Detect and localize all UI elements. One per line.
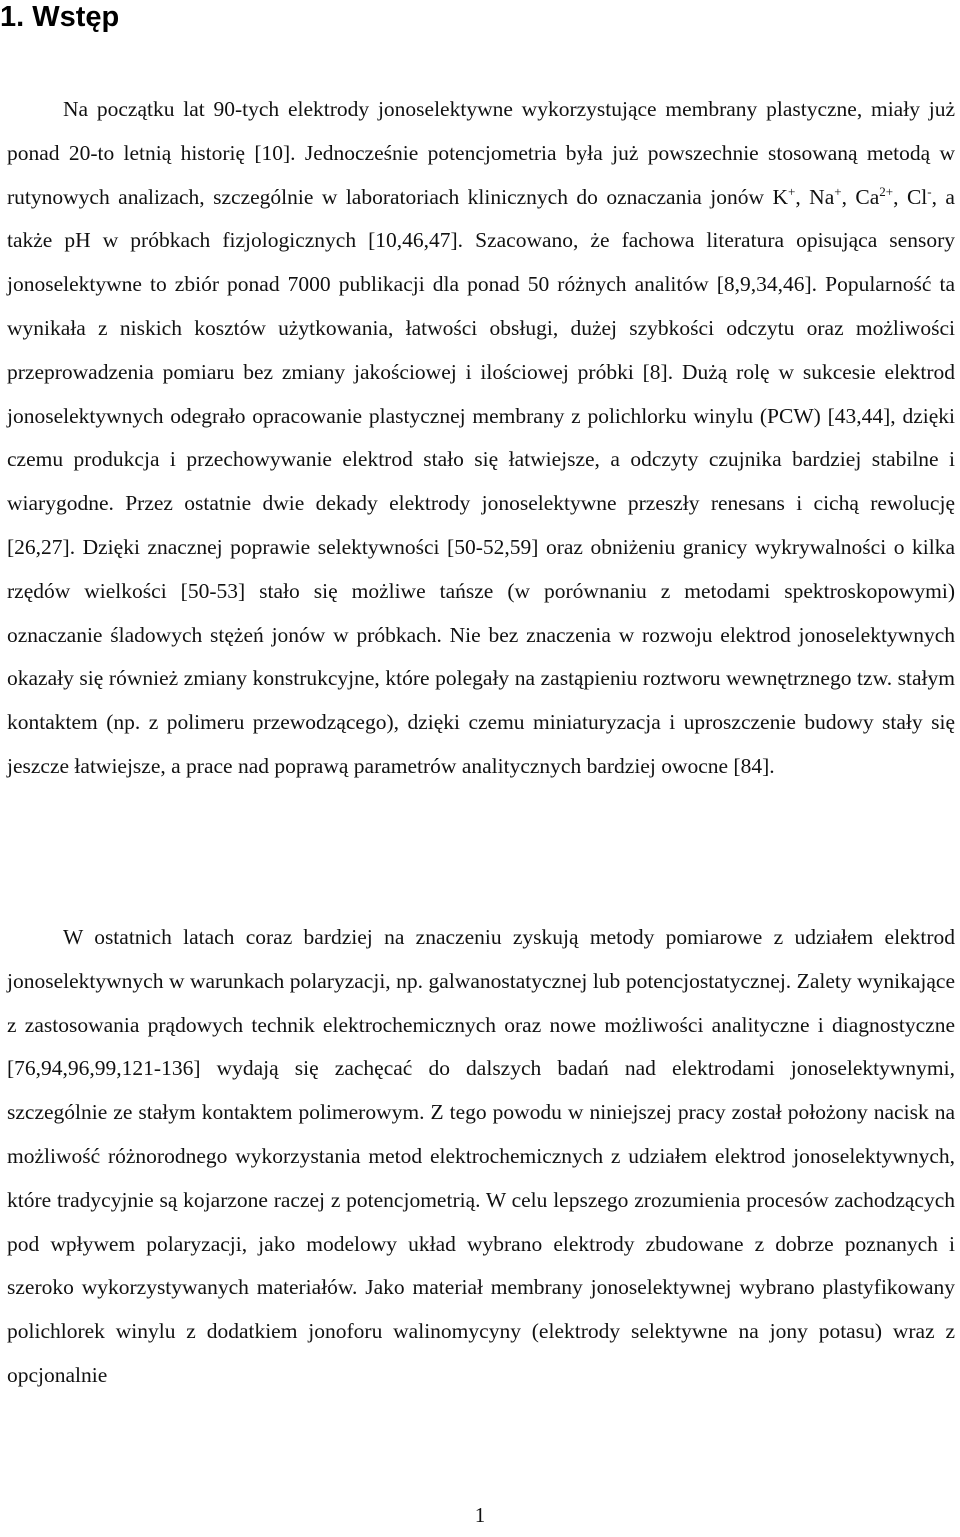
paragraph-1-text-b: , Na	[795, 184, 835, 209]
superscript-cl-charge: -	[927, 183, 932, 199]
superscript-na-charge: +	[834, 183, 842, 199]
section-heading: 1. Wstęp	[0, 1, 120, 33]
superscript-ca-charge: 2+	[879, 183, 894, 199]
paragraph-2: W ostatnich latach coraz bardziej na znaczeniu zyskują metody pomiarowe z udziałem elektrod jonoselektywnych w warunkach polaryzacji, np. galwanostatycznej lub potencjostatycznej. Zalety wynikające z zastosowania prądowych technik elektrochemicznych oraz nowe możliwości analityczne i diagnostyczne [76,94,96,99,121-136] wydają się zachęcać do dalszych badań nad elektrodami jonoselektywnymi, szczególnie ze stałym kontaktem polimerowym. Z tego powodu w niniejszej pracy został położony nacisk na możliwość różnorodnego wykorzystania metod elektrochemicznych z udziałem elektrod jonoselektywnych, które tradycyjnie są kojarzone raczej z potencjometrią. W celu lepszego zrozumienia procesów zachodzących pod wpływem polaryzacji, jako modelowy układ wybrano elektrody zbudowane z dobrze poznanych i szeroko wykorzystywanych materiałów. Jako materiał membrany jonoselektywnej wybrano plastyfikowany polichlorek winylu z dodatkiem jonoforu walinomycyny (elektrody selektywne na jony potasu) wraz z opcjonalnie	[7, 925, 955, 1387]
superscript-k-charge: +	[788, 183, 796, 199]
page-number: 1	[474, 1503, 486, 1527]
paragraph-1-text-d: , Cl	[893, 184, 928, 209]
paragraph-1-text-a: Na początku lat 90-tych elektrody jonoselektywne wykorzystujące membrany plastyczne, miały już ponad 20-to letnią historię [10]. Jednocześnie potencjometria była już powszechnie stosowaną metodą w rutynowych analizach, szczególnie w laboratoriach klinicznych do oznaczania jonów K	[7, 97, 955, 209]
paragraph-1	[7, 88, 955, 789]
paragraph-1-text-e: , a także pH w próbkach fizjologicznych [10,46,47]. Szacowano, że fachowa literatura opisująca sensory jonoselektywne to zbiór ponad 7000 publikacji dla ponad 50 różnych analitów [8,9,34,46]. Popularność ta wynikała z niskich kosztów użytkowania, łatwości obsługi, dużej szybkości odczytu oraz możliwości przeprowadzenia pomiaru bez zmiany jakościowej i ilościowej próbki [8]. Dużą rolę w sukcesie elektrod jonoselektywnych odegrało opracowanie plastycznej membrany z polichlorku winylu (PCW) [43,44], dzięki czemu produkcja i przechowywanie elektrod stało się łatwiejsze, a odczyty czujnika bardziej stabilne i wiarygodne. Przez ostatnie dwie dekady elektrody jonoselektywne przeszły renesans i cichą rewolucję [26,27]. Dzięki znacznej poprawie selektywności [50-52,59] oraz obniżeniu granicy wykrywalności o kilka rzędów wielkości [50-53] stało się możliwe tańsze (w porównaniu z metodami spektroskopowymi) oznaczanie śladowych stężeń jonów w próbkach. Nie bez znaczenia w rozwoju elektrod jonoselektywnych okazały się również zmiany konstrukcyjne, które polegały na zastąpieniu roztworu wewnętrznego tzw. stałym kontaktem (np. z polimeru przewodzącego), dzięki czemu miniaturyzacja i uproszczenie budowy stały się jeszcze łatwiejsze, a prace nad poprawą parametrów analitycznych bardziej owocne [84].	[7, 184, 955, 778]
paragraph-1-text-c: , Ca	[841, 184, 880, 209]
